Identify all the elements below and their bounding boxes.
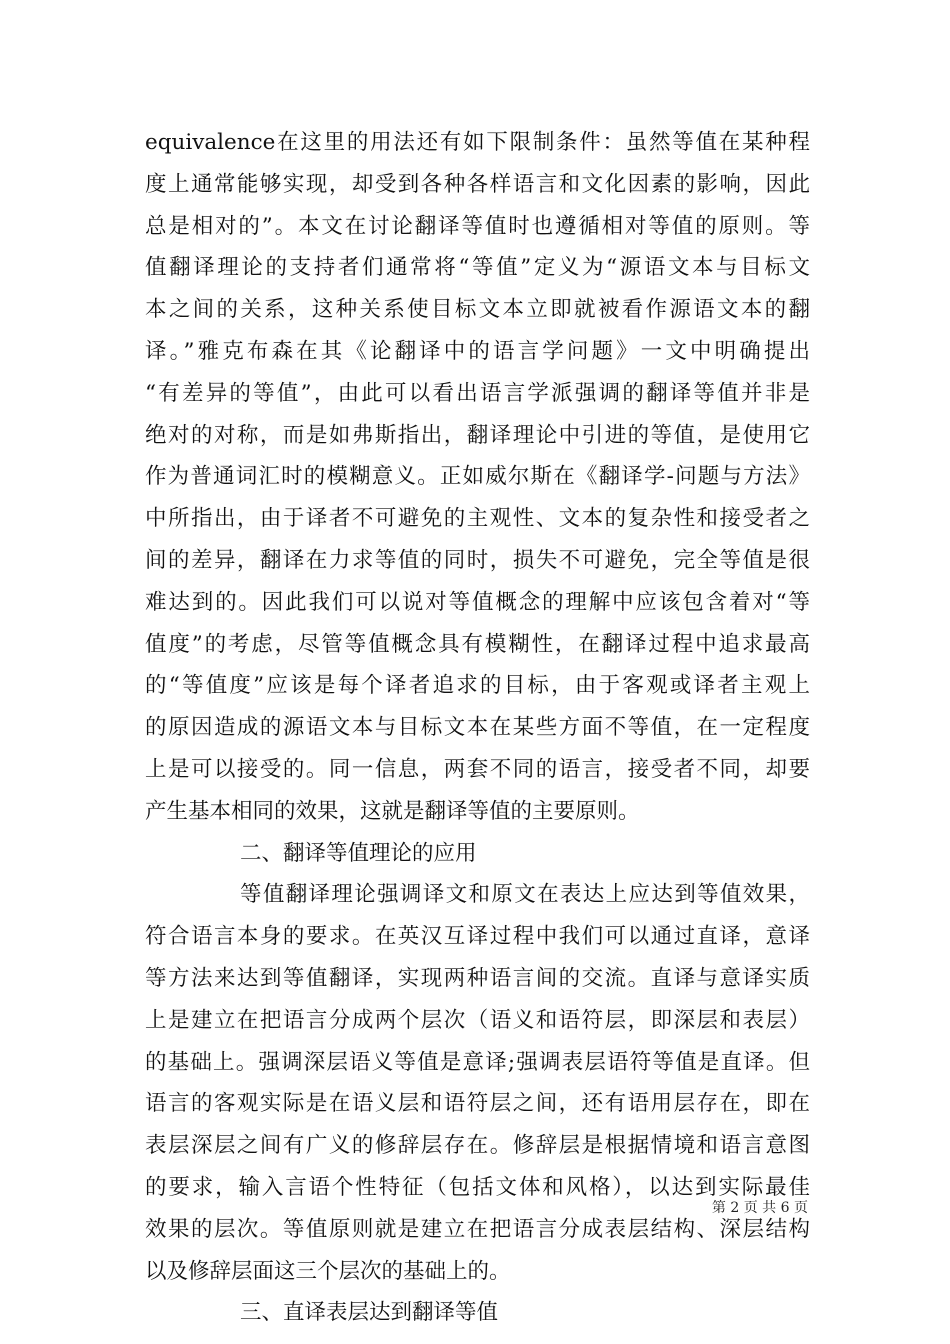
section-heading-application: 二、翻译等值理论的应用 [240,840,477,866]
paragraph-equivalence-application [145,874,810,1292]
section-heading-literal-translation: 三、直译表层达到翻译等值 [240,1300,499,1326]
text-line: 本之间的关系，这种关系使目标文本立即就被看作源语文本的翻 [145,297,810,323]
text-line: 表层深层之间有广义的修辞层存在。修辞层是根据情境和语言意图 [145,1133,810,1159]
text-line: 上是可以接受的。同一信息，两套不同的语言，接受者不同，却要 [145,756,810,782]
body-text [145,122,810,1334]
text-line: 值翻译理论的支持者们通常将“等值”定义为“源语文本与目标文 [145,255,810,281]
text-line: 度上通常能够实现，却受到各种各样语言和文化因素的影响，因此 [145,171,810,197]
text-line: 的“等值度”应该是每个译者追求的目标，由于客观或译者主观上 [145,673,810,699]
text-line: 上是建立在把语言分成两个层次（语义和语符层，即深层和表层） [145,1007,810,1033]
text-line: 译。”雅克布森在其《论翻译中的语言学问题》一文中明确提出 [145,338,810,364]
text-line: 中所指出，由于译者不可避免的主观性、文本的复杂性和接受者之 [145,506,810,532]
text-line: 等值翻译理论强调译文和原文在表达上应达到等值效果， [240,882,810,908]
paragraph-equivalence-definition [145,122,810,833]
text-line: 的要求，输入言语个性特征（包括文体和风格），以达到实际最佳 [145,1174,810,1200]
text-line: 以及修辞层面这三个层次的基础上的。 [145,1258,511,1284]
text-line: 难达到的。因此我们可以说对等值概念的理解中应该包含着对“等 [145,589,810,615]
text-line: 的基础上。强调深层语义等值是意译;强调表层语符等值是直译。但 [145,1049,810,1075]
text-line: 总是相对的”。本文在讨论翻译等值时也遵循相对等值的原则。等 [145,213,810,239]
text-line: equivalence在这里的用法还有如下限制条件：虽然等值在某种程 [145,130,810,155]
text-line: 间的差异，翻译在力求等值的同时，损失不可避免，完全等值是很 [145,547,810,573]
text-line: 符合语言本身的要求。在英汉互译过程中我们可以通过直译，意译 [145,924,810,950]
text-line: 绝对的对称，而是如弗斯指出，翻译理论中引进的等值，是使用它 [145,422,810,448]
text-line: 的原因造成的源语文本与目标文本在某些方面不等值，在一定程度 [145,715,810,741]
text-line: 产生基本相同的效果，这就是翻译等值的主要原则。 [145,798,640,824]
text-line: “有差异的等值”，由此可以看出语言学派强调的翻译等值并非是 [145,380,810,406]
text-line: 作为普通词汇时的模糊意义。正如威尔斯在《翻译学-问题与方法》 [145,464,810,490]
text-line: 等方法来达到等值翻译，实现两种语言间的交流。直译与意译实质 [145,965,810,991]
page-number-footer: 第 2 页 共 6 页 [711,1200,808,1216]
text-line: 语言的客观实际是在语义层和语符层之间，还有语用层存在，即在 [145,1091,810,1117]
text-line: 效果的层次。等值原则就是建立在把语言分成表层结构、深层结构 [145,1216,810,1242]
text-line: 值度”的考虑，尽管等值概念具有模糊性，在翻译过程中追求最高 [145,631,810,657]
